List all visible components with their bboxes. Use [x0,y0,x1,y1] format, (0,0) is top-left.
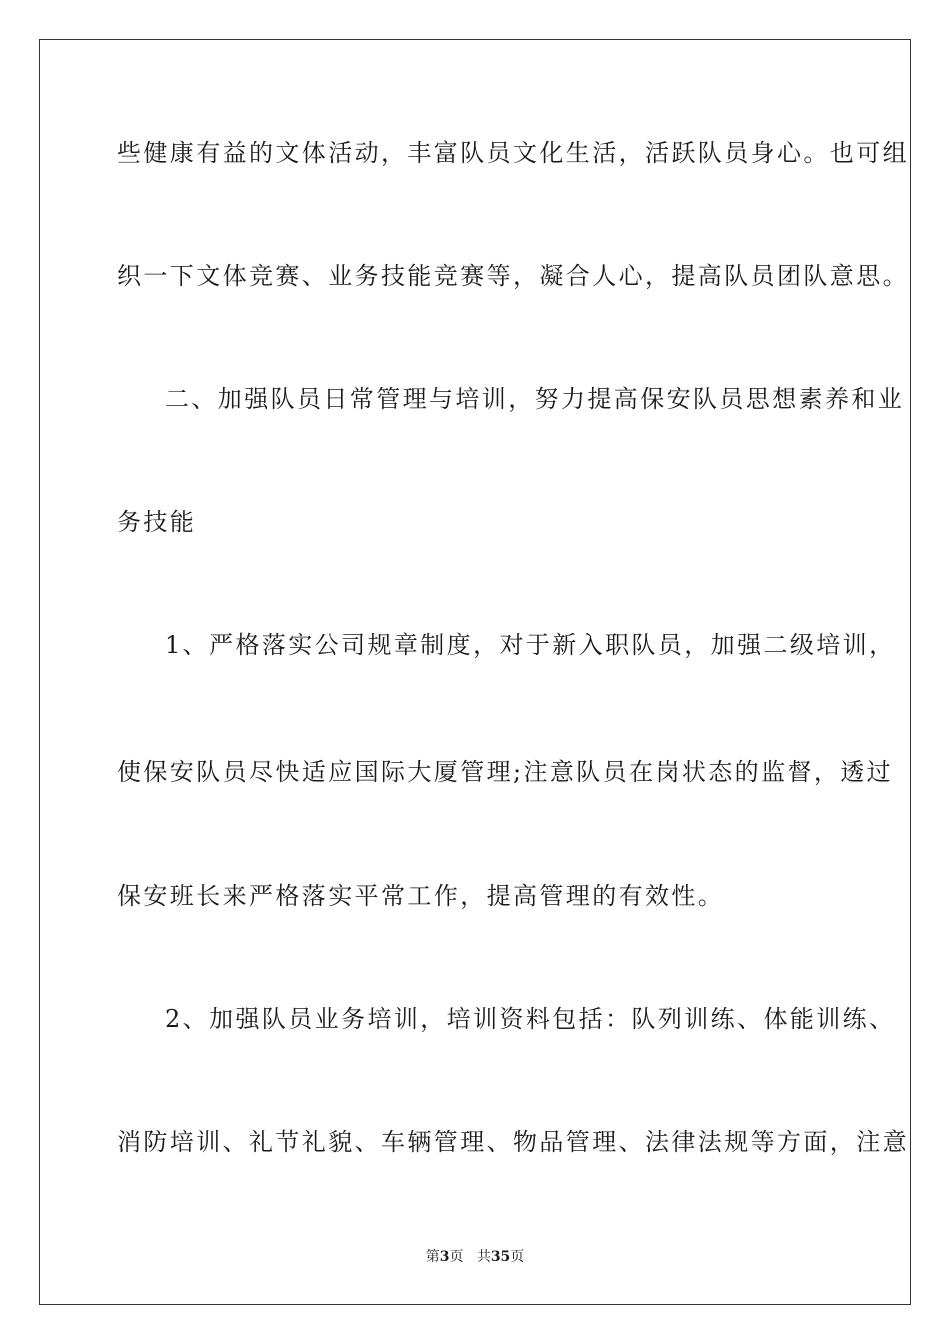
section-heading: 二、加强队员日常管理与培训，努力提高保安队员思想素养和业 [165,385,905,413]
text-line: 织一下文体竞赛、业务技能竞赛等，凝合人心，提高队员团队意思。 [117,262,909,290]
total-prefix: 共 [476,1249,491,1265]
section-heading-continued: 务技能 [117,508,197,536]
text-line: 使保安队员尽快适应国际大厦管理;注意队员在岗状态的监督，透过 [117,758,894,786]
total-suffix: 页 [510,1249,525,1265]
text-line: 些健康有益的文体活动，丰富队员文化生活，活跃队员身心。也可组 [117,139,909,167]
text-line: 1、严格落实公司规章制度，对于新入职队员，加强二级培训， [165,631,896,659]
page-footer [0,1248,950,1266]
page-number: 3 [439,1249,450,1265]
text-line: 保安班长来严格落实平常工作，提高管理的有效性。 [117,882,725,910]
page-border [39,39,911,1305]
total-pages: 35 [490,1249,511,1265]
text-line: 消防培训、礼节礼貌、车辆管理、物品管理、法律法规等方面，注意 [117,1128,909,1156]
page-prefix: 第 [425,1249,440,1265]
page-suffix: 页 [449,1249,464,1265]
text-line: 2、加强队员业务培训，培训资料包括：队列训练、体能训练、 [165,1005,896,1033]
